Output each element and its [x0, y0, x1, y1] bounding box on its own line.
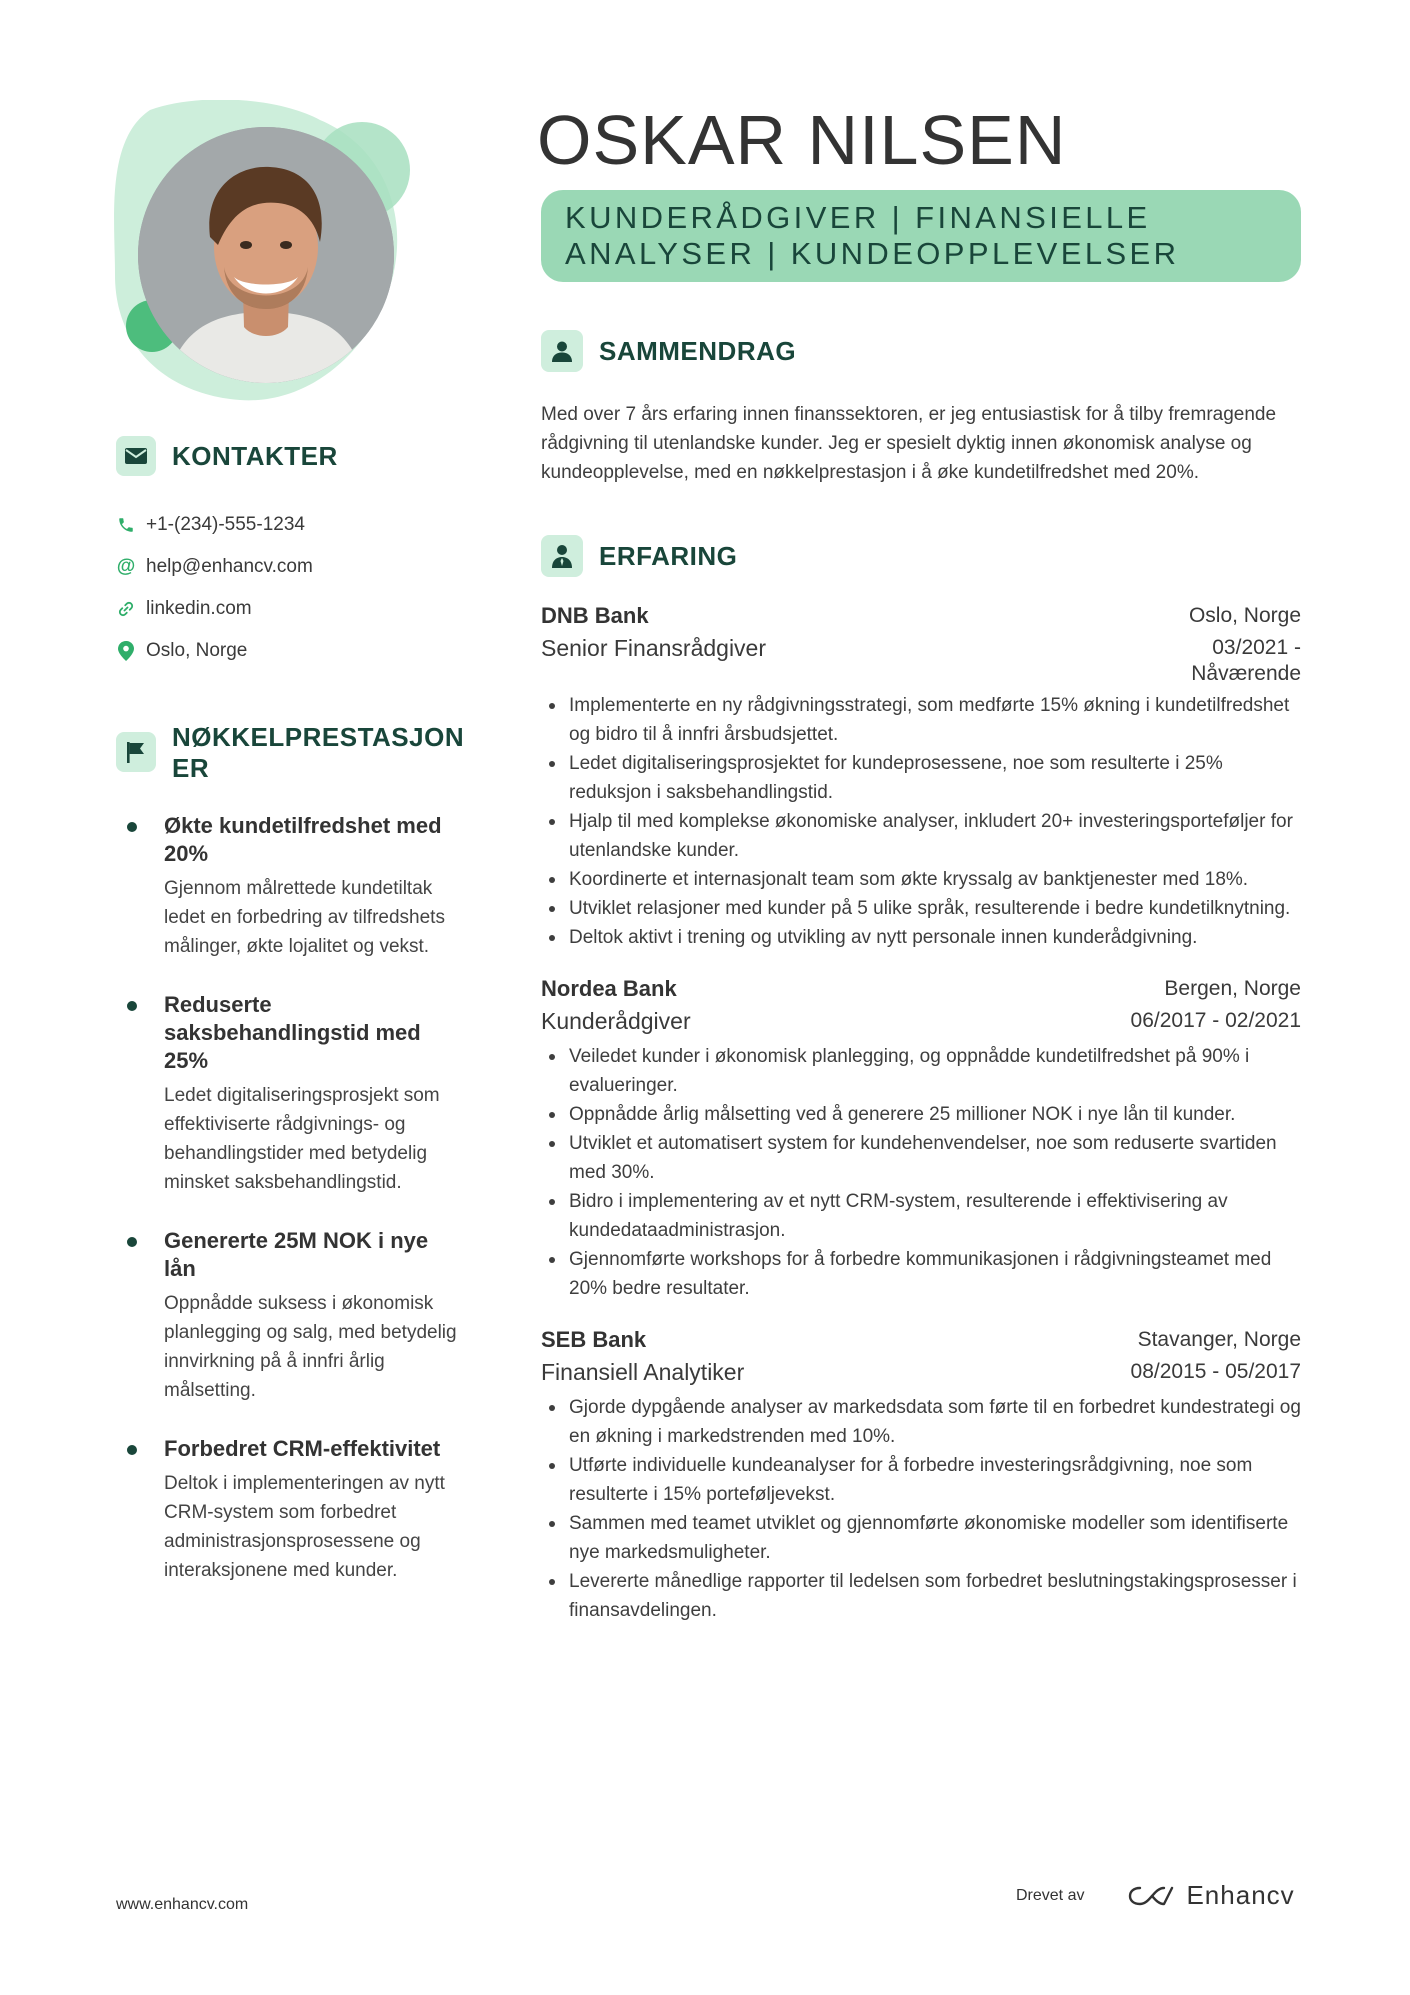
job-bullet: Utviklet et automatisert system for kundehenvendelser, noe som reduserte svartiden med 30%.: [541, 1129, 1309, 1187]
enhancv-logo-icon: [1128, 1884, 1174, 1908]
job-company: DNB Bank: [541, 603, 649, 628]
achievements-title-line1: NØKKELPRESTASJON: [172, 722, 465, 752]
achievement-item: [116, 991, 476, 1197]
job-entry: [541, 1325, 1301, 1625]
job-dates: 08/2015 - 05/2017: [1130, 1360, 1301, 1383]
powered-by-text: Drevet av: [1016, 1886, 1085, 1904]
flag-icon: [116, 732, 156, 772]
avatar: [138, 127, 394, 383]
contact-location-text: Oslo, Norge: [146, 640, 248, 661]
at-icon: @: [116, 556, 136, 577]
candidate-name: OSKAR NILSEN: [537, 101, 1067, 179]
bullet-dot: [127, 822, 137, 832]
job-bullets: [541, 1042, 1301, 1303]
job-location: Stavanger, Norge: [1137, 1328, 1301, 1351]
bullet-dot: [127, 1001, 137, 1011]
summary-title: SAMMENDRAG: [599, 335, 797, 366]
footer-website[interactable]: www.enhancv.com: [116, 1896, 249, 1913]
bullet-dot: [127, 1237, 137, 1247]
job-bullet: Bidro i implementering av et nytt CRM-system, resulterende i effektivisering av kundedataadministrasjon.: [541, 1187, 1309, 1245]
footer-branding: [1016, 1880, 1295, 1911]
job-bullet: Sammen med teamet utviklet og gjennomførte økonomiske modeller som identifiserte nye markedsmuligheter.: [541, 1509, 1309, 1567]
contacts-title: KONTAKTER: [172, 440, 338, 471]
achievement-title: Genererte 25M NOK i nye lån: [164, 1228, 429, 1281]
job-header-row: [541, 1325, 1301, 1355]
job-bullets: [541, 1393, 1301, 1625]
contact-phone-text: +1-(234)-555-1234: [146, 514, 305, 535]
right-column: [537, 96, 1301, 1625]
job-bullet: Implementerte en ny rådgivningsstrategi, som medførte 15% økning i kundetilfredshet og bidro til å innfri årsbudsjettet.: [541, 691, 1309, 749]
job-location: Bergen, Norge: [1164, 977, 1301, 1000]
job-role: Senior Finansrådgiver: [541, 635, 767, 661]
job-dates: [1191, 635, 1301, 687]
job-role-row: [541, 1004, 1301, 1038]
job-location: Oslo, Norge: [1188, 604, 1301, 627]
left-column: [116, 436, 476, 1615]
achievement-list: [116, 812, 476, 1585]
achievements-title-line2: ER: [172, 753, 210, 783]
job-bullet: Gjorde dypgående analyser av markedsdata som førte til en forbedret kundestrategi og en økning i markedstrenden med 10%.: [541, 1393, 1309, 1451]
achievements-header: [116, 722, 476, 784]
contact-list: [116, 504, 476, 672]
briefcase-person-icon: [541, 535, 583, 577]
contact-email-text: help@enhancv.com: [146, 556, 313, 577]
contact-phone[interactable]: [116, 504, 476, 546]
job-entry: [541, 974, 1301, 1303]
achievement-item: [116, 1435, 476, 1585]
job-dates-line2: Nåværende: [1191, 662, 1301, 685]
job-header-row: [541, 974, 1301, 1004]
job-bullet: Koordinerte et internasjonalt team som økte kryssalg av banktjenester med 18%.: [541, 865, 1309, 894]
job-bullet: Veiledet kunder i økonomisk planlegging, og oppnådde kundetilfredshet på 90% i evalueringer.: [541, 1042, 1309, 1100]
job-bullet: Utførte individuelle kundeanalyser for å forbedre investeringsrådgivning, noe som resulterte i 15% porteføljevekst.: [541, 1451, 1309, 1509]
brand-name: Enhancv: [1186, 1880, 1295, 1910]
contact-email[interactable]: [116, 546, 476, 588]
job-bullet: Levererte månedlige rapporter til ledelsen som forbedret beslutningstakingsprosesser i finansavdelingen.: [541, 1567, 1309, 1625]
achievement-description: Deltok i implementeringen av nytt CRM-system som forbedret administrasjonsprosessene og interaksjonene med kunder.: [164, 1473, 445, 1581]
experience-title: ERFARING: [599, 540, 738, 571]
achievement-item: [116, 1227, 476, 1405]
job-role: Kunderådgiver: [541, 1008, 691, 1034]
job-company: SEB Bank: [541, 1327, 647, 1352]
job-header-row: [541, 601, 1301, 631]
job-company: Nordea Bank: [541, 976, 677, 1001]
achievement-title: Økte kundetilfredshet med 20%: [164, 813, 442, 866]
contact-location: [116, 630, 476, 672]
contact-linkedin[interactable]: [116, 588, 476, 630]
job-bullet: Utviklet relasjoner med kunder på 5 ulike språk, resulterende i bedre kundetilknytning.: [541, 894, 1309, 923]
summary-text: Med over 7 års erfaring innen finanssektoren, er jeg entusiastisk for å tilby fremragende rådgivning til utenlandske kunder. Jeg er spesielt dyktig innen økonomisk analyse og kundeopplevelse, med en nøkkelprestasjon i å øke kundetilfredshet med 20%.: [541, 404, 1277, 483]
brand-logo[interactable]: [1128, 1880, 1294, 1911]
contacts-header: [116, 436, 476, 476]
job-bullets: [541, 691, 1301, 952]
achievement-item: [116, 812, 476, 961]
link-icon: [116, 599, 136, 619]
job-bullet: Hjalp til med komplekse økonomiske analyser, inkludert 20+ investeringsporteføljer for utenlandske kunder.: [541, 807, 1309, 865]
job-entry: [541, 601, 1301, 952]
achievement-description: Ledet digitaliseringsprosjekt som effektiviserte rådgivnings- og behandlingstider med betydelig minsket saksbehandlingstid.: [164, 1085, 440, 1193]
job-role: Finansiell Analytiker: [541, 1359, 745, 1385]
achievement-title: Reduserte saksbehandlingstid med 25%: [164, 992, 421, 1073]
person-icon: [541, 330, 583, 372]
phone-icon: [116, 515, 136, 535]
job-dates: 06/2017 - 02/2021: [1130, 1009, 1301, 1032]
achievements-title: [172, 722, 472, 784]
job-bullet: Ledet digitaliseringsprosjektet for kundeprosessene, noe som resulterte i 25% reduksjon i saksbehandlingstid.: [541, 749, 1309, 807]
job-dates-line1: 03/2021 -: [1212, 636, 1301, 659]
job-role-row: [541, 1355, 1301, 1389]
location-icon: [116, 641, 136, 661]
job-bullet: Gjennomførte workshops for å forbedre kommunikasjonen i rådgivningsteamet med 20% bedre resultater.: [541, 1245, 1309, 1303]
achievement-title: Forbedret CRM-effektivitet: [164, 1436, 441, 1461]
job-bullet: Oppnådde årlig målsetting ved å generere 25 millioner NOK i nye lån til kunder.: [541, 1100, 1309, 1129]
tagline-banner: KUNDERÅDGIVER | FINANSIELLE ANALYSER | KUNDEOPPLEVELSER: [541, 190, 1301, 282]
bullet-dot: [127, 1445, 137, 1455]
achievement-description: Oppnådde suksess i økonomisk planlegging og salg, med betydelig innvirkning på å innfri årlig målsetting.: [164, 1293, 457, 1401]
envelope-icon: [116, 436, 156, 476]
summary-header: [541, 330, 1301, 372]
job-role-row: [541, 631, 1301, 687]
job-bullet: Deltok aktivt i trening og utvikling av nytt personale innen kunderådgivning.: [541, 923, 1309, 952]
contact-linkedin-text: linkedin.com: [146, 598, 252, 619]
achievement-description: Gjennom målrettede kundetiltak ledet en forbedring av tilfredshets målinger, økte lojalitet og vekst.: [164, 878, 445, 957]
experience-header: [541, 535, 1301, 577]
profile-photo-area: [110, 100, 430, 410]
